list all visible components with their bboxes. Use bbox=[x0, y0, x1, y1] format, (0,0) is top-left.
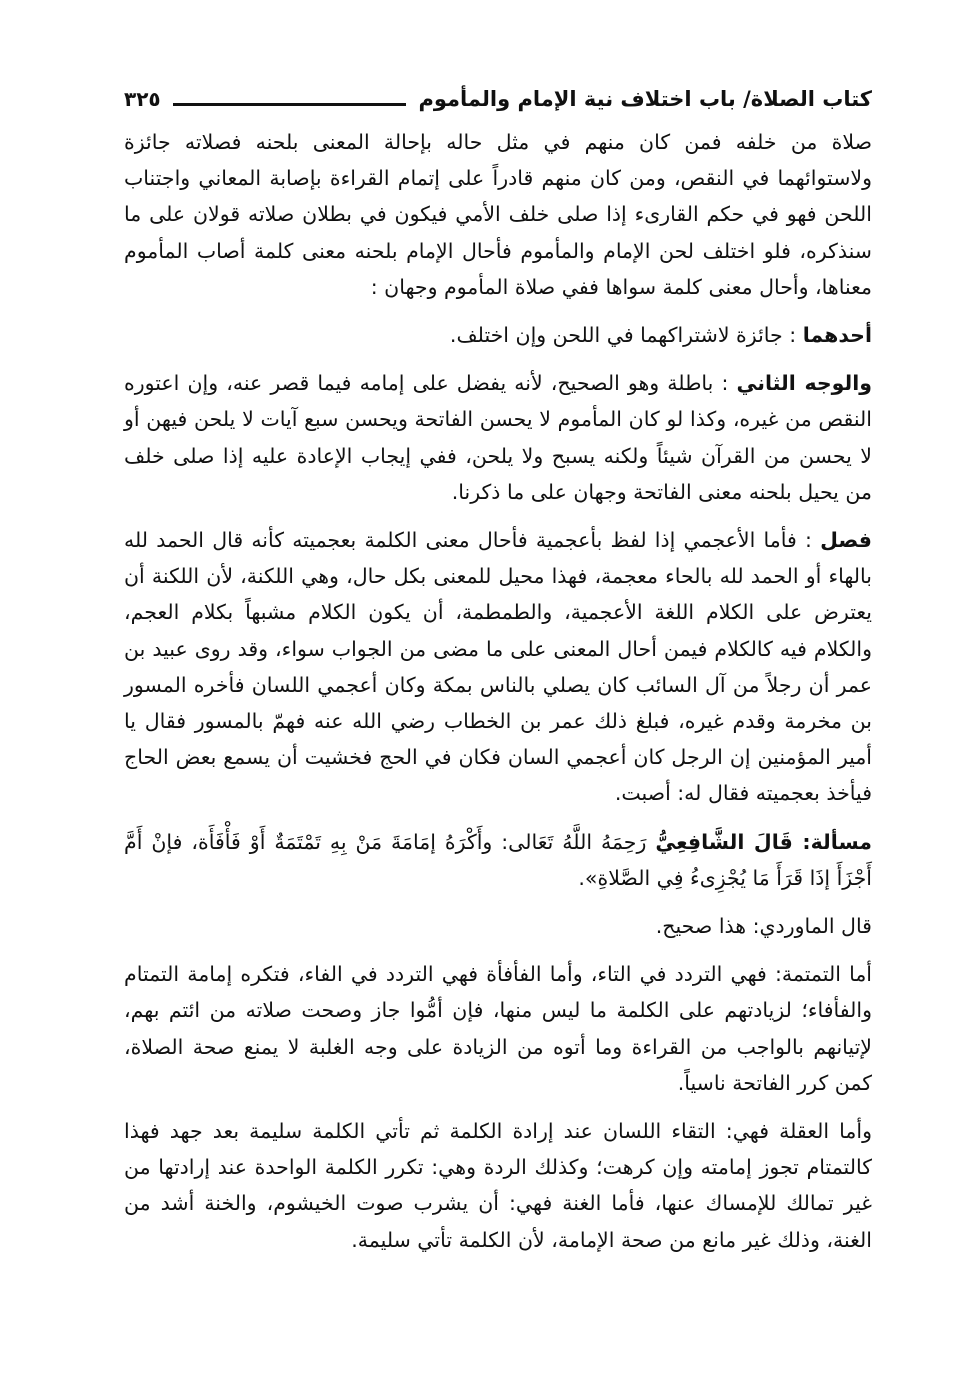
paragraph-text: وأما العقلة فهي: التقاء اللسان عند إرادة الكلمة ثم تأتي الكلمة سليمة بعد جهد فهذا كالتمتام تجوز إمامته وإن كرهت؛ وكذلك الردة وهي: تكرر الكلمة الواحدة عند إرادتها من غير تمالك للإمساك عنها، فأما الغنة فهي: أن يشرب صوت الخيشوم، والخنة أشد من الغنة، وذلك غير مانع من صحة الإمامة، لأن الكلمة تأتي سليمة. bbox=[124, 1119, 872, 1252]
paragraph-label: مسألة: قَالَ الشَّافِعِيُّ bbox=[655, 829, 872, 854]
paragraph-3 bbox=[124, 365, 872, 510]
chapter-title: كتاب الصلاة/ باب اختلاف نية الإمام والمأموم bbox=[418, 87, 872, 111]
paragraph-2 bbox=[124, 317, 872, 353]
paragraph-text: صلاة من خلفه فمن كان منهم في مثل حاله بإحالة المعنى بلحنه فصلاته جائزة ولاستوائهما في النقص، ومن كان منهم قادراً على إتمام القراءة بإصابة المعاني واجتناب اللحن فهو في حكم القارىء إذا صلى خلف الأمي فيكون في بطلان صلاته قولان على ما سنذكره، فلو اختلف لحن الإمام والمأموم فأحال الإمام بلحنه معنى كلمة أصاب المأموم معناها، وأحال معنى كلمة سواها ففي صلاة المأموم وجهان : bbox=[124, 130, 872, 299]
paragraph-text: أما التمتمة: فهي التردد في التاء، وأما الفأفأة فهي التردد في الفاء، فتكره إمامة التمتام والفأفاء؛ لزيادتهم على الكلمة ما ليس منها، فإن أمُّوا جاز وصحت صلاته من ائتم بهم، لإتيانهم بالواجب من القراءة وما أتوه من الزيادة على وجه الغلبة لا يمنع صحة الصلاة، كمن كرر الفاتحة ناسياً. bbox=[124, 962, 872, 1095]
header-rule bbox=[173, 103, 407, 106]
paragraph-6 bbox=[124, 908, 872, 944]
paragraph-label: والوجه الثاني bbox=[736, 371, 872, 396]
paragraph-text: : فأما الأعجمي إذا لفظ بأعجمية فأحال معنى الكلمة بعجميته كأنه قال الحمد لله بالهاء أو الحمد لله بالحاء معجمة، فهذا محيل للمعنى بكل حال، وهي اللكنة، لأن اللكنة أن يعترض على الكلام اللغة الأعجمية، والطمطمة، أن يكون الكلام مشبهاً بكلام العجم، والكلام فيه كالكلام فيمن أحال المعنى على ما مضى من الجواب سواء، وقد روى عبيد بن عمر أن رجلاً من آل السائب كان يصلي بالناس بمكة وكان أعجمي اللسان فأخره المسور بن مخرمة وقدم غيره، فبلغ ذلك عمر بن الخطاب رضي الله عنه فهمّ بالمسور فقال يا أمير المؤمنين إن الرجل كان أعجمي السان فكان في الحج فخشيت أن يسمع بعض الحاج فيأخذ بعجميته فقال له: أصبت. bbox=[124, 528, 872, 806]
paragraph-5 bbox=[124, 824, 872, 896]
paragraph-1 bbox=[124, 124, 872, 305]
running-header bbox=[124, 82, 872, 116]
paragraph-label: فصل bbox=[820, 528, 872, 553]
paragraph-8 bbox=[124, 1113, 872, 1258]
page-number: ٣٢٥ bbox=[124, 87, 161, 111]
paragraph-text: رَحِمَهُ اللَّهُ تَعَالى: وأَكْرَهُ إمَامَةَ مَنْ بِهِ تَمْتَمَةٌ أَوْ فَأْفَأَة، فإنْ أَمَّ أَجْزَأَ إذَا قَرَأَ مَا يُجْزِىءُ فِي الصَّلاةِ». bbox=[124, 829, 872, 890]
paragraph-text: : باطلة وهو الصحيح، لأنه يفضل على إمامه فيما قصر عنه، وإن اعتوره النقص من غيره، وكذا لو كان المأموم لا يحسن الفاتحة ويحسن سبع آيات لا يلحن فيهن أو لا يحسن من القرآن شيئاً ولكنه يسبح ولا يلحن، ففي إيجاب الإعادة عليه إذا صلى خلف من يحيل بلحنه معنى الفاتحة وجهان على ما ذكرنا. bbox=[124, 371, 872, 504]
paragraph-text: : جائزة لاشتراكهما في اللحن وإن اختلف. bbox=[449, 323, 797, 348]
paragraph-4 bbox=[124, 522, 872, 812]
paragraph-text: قال الماوردي: هذا صحيح. bbox=[655, 914, 872, 939]
paragraph-7 bbox=[124, 956, 872, 1101]
paragraph-label: أحدهما bbox=[802, 323, 872, 348]
page-body bbox=[124, 124, 872, 1270]
